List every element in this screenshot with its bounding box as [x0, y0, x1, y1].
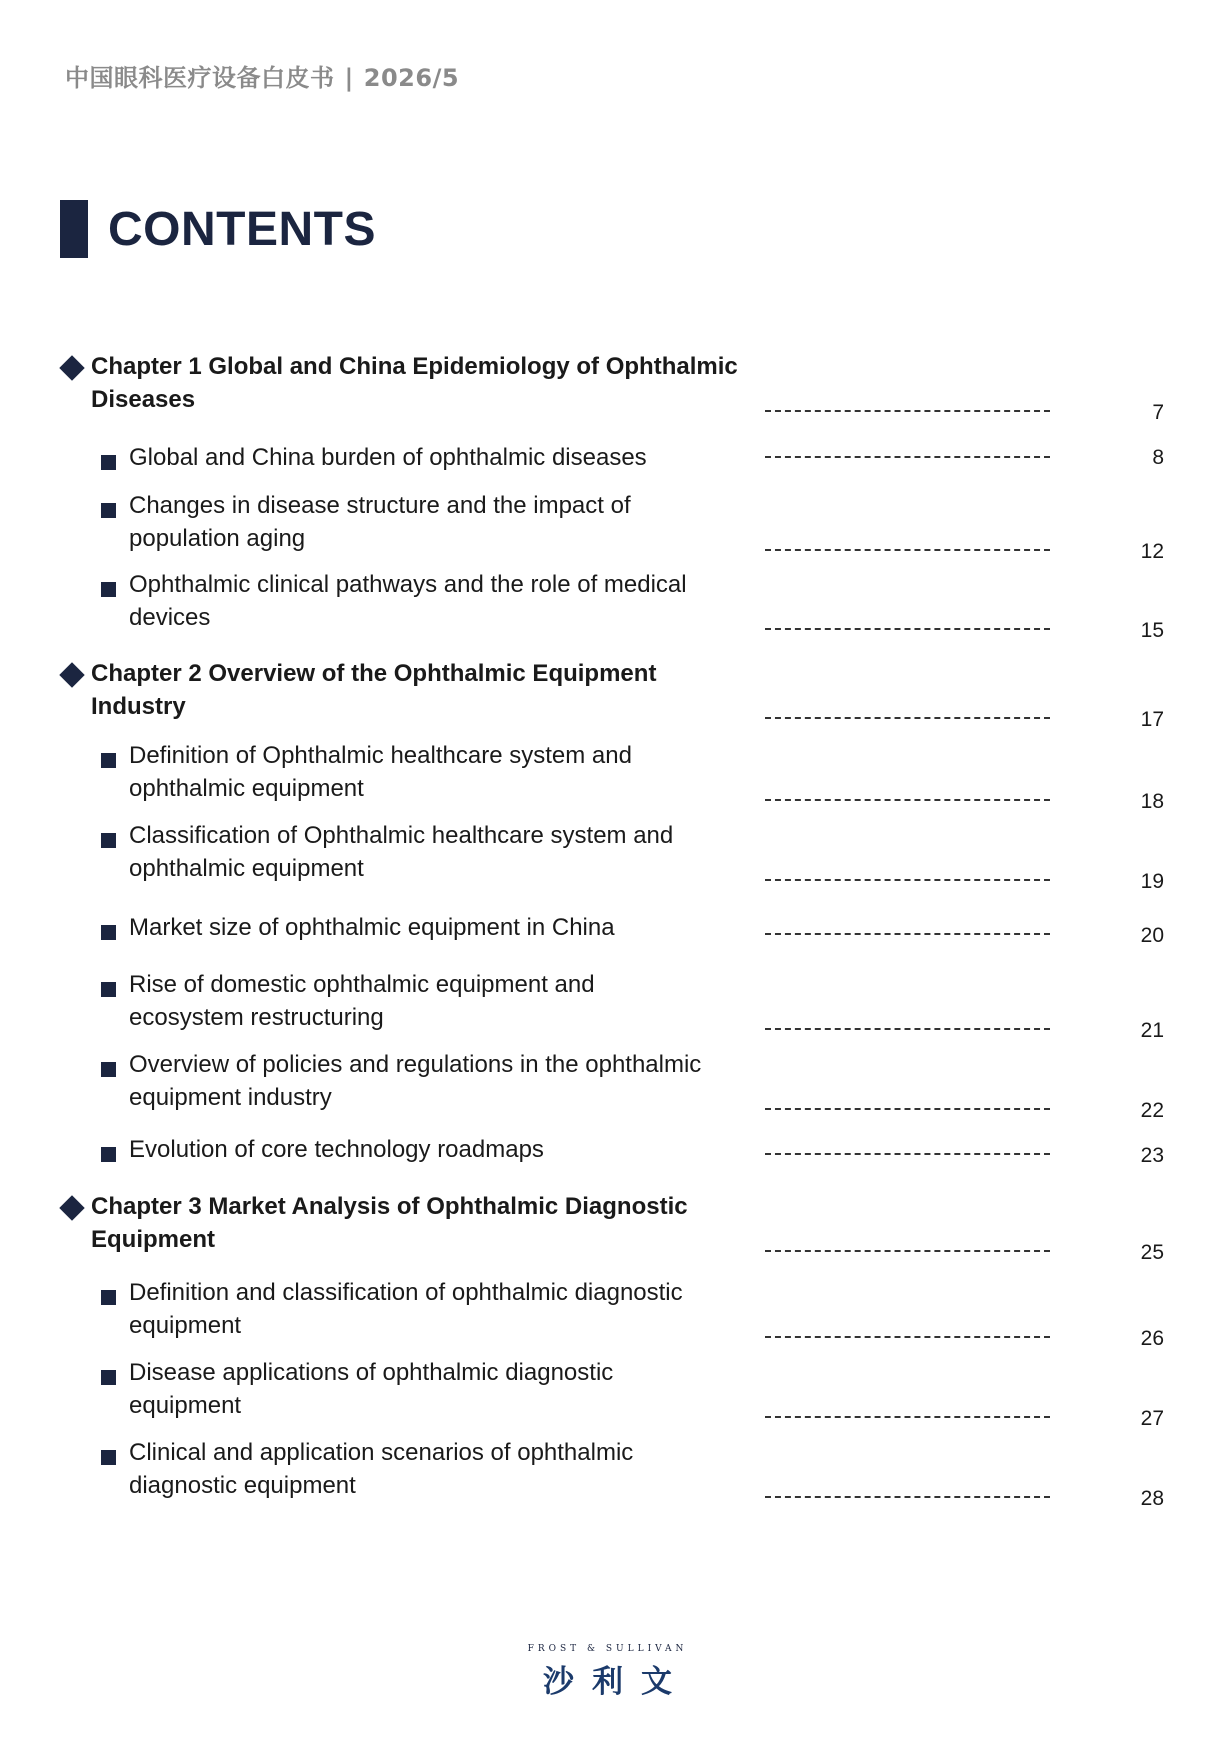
square-bullet-icon — [101, 925, 116, 940]
toc-page-number: 26 — [1140, 1327, 1164, 1350]
toc-page-number: 25 — [1140, 1241, 1164, 1264]
toc-entry-label: Definition and classification of ophthalmic diagnostic equipment — [129, 1279, 683, 1339]
logo-chinese: 沙利文 — [543, 1664, 690, 1700]
toc-entry-label: Disease applications of ophthalmic diagnostic equipment — [129, 1359, 614, 1419]
header-date: 2026/5 — [363, 64, 460, 92]
square-bullet-icon — [101, 982, 116, 997]
diamond-bullet-icon — [59, 662, 84, 687]
dotted-leader — [765, 933, 1050, 935]
toc-entry-label: Rise of domestic ophthalmic equipment and ecosystem restructuring — [129, 971, 595, 1031]
toc-entry-label: Chapter 1 Global and China Epidemiology of Ophthalmic Diseases — [91, 353, 738, 413]
dotted-leader — [765, 1496, 1050, 1498]
dotted-leader — [765, 1108, 1050, 1110]
footer-logo — [520, 1644, 695, 1701]
logo-english: FROST & SULLIVAN — [527, 1644, 688, 1654]
dotted-leader — [765, 1416, 1050, 1418]
square-bullet-icon — [101, 455, 116, 470]
square-bullet-icon — [101, 753, 116, 768]
toc-page-number: 18 — [1140, 790, 1164, 813]
header-separator: | — [344, 64, 354, 92]
toc-page-number: 28 — [1140, 1487, 1164, 1510]
heading-accent-bar — [60, 200, 88, 258]
toc-entry-label: Market size of ophthalmic equipment in China — [129, 914, 615, 941]
toc-page-number: 8 — [1152, 446, 1164, 469]
toc-entry-label: Definition of Ophthalmic healthcare system and ophthalmic equipment — [129, 742, 632, 802]
contents-title: CONTENTS — [108, 202, 376, 256]
toc-entry-label: Global and China burden of ophthalmic diseases — [129, 444, 647, 471]
toc-entry-label: Overview of policies and regulations in the ophthalmic equipment industry — [129, 1051, 702, 1111]
diamond-bullet-icon — [59, 355, 84, 380]
toc-page-number: 27 — [1140, 1407, 1164, 1430]
toc-entry-label: Ophthalmic clinical pathways and the role of medical devices — [129, 571, 687, 631]
toc-page-number: 23 — [1140, 1144, 1164, 1167]
square-bullet-icon — [101, 1062, 116, 1077]
square-bullet-icon — [101, 1290, 116, 1305]
toc-page-number: 17 — [1140, 708, 1164, 731]
dotted-leader — [765, 1028, 1050, 1030]
dotted-leader — [765, 1250, 1050, 1252]
square-bullet-icon — [101, 1450, 116, 1465]
square-bullet-icon — [101, 1147, 116, 1162]
header-title: 中国眼科医疗设备白皮书 — [65, 64, 335, 92]
toc-page-number: 21 — [1140, 1019, 1164, 1042]
toc-page-number: 7 — [1152, 401, 1164, 424]
toc-page-number: 22 — [1140, 1099, 1164, 1122]
toc-page-number: 20 — [1140, 924, 1164, 947]
dotted-leader — [765, 456, 1050, 458]
dotted-leader — [765, 628, 1050, 630]
dotted-leader — [765, 549, 1050, 551]
square-bullet-icon — [101, 582, 116, 597]
square-bullet-icon — [101, 1370, 116, 1385]
dotted-leader — [765, 879, 1050, 881]
toc-page-number: 19 — [1140, 870, 1164, 893]
toc-entry-label: Chapter 2 Overview of the Ophthalmic Equipment Industry — [91, 660, 657, 720]
dotted-leader — [765, 410, 1050, 412]
toc-entry-label: Chapter 3 Market Analysis of Ophthalmic Diagnostic Equipment — [91, 1193, 688, 1253]
contents-heading — [60, 200, 376, 258]
square-bullet-icon — [101, 833, 116, 848]
toc-entry-label: Clinical and application scenarios of ophthalmic diagnostic equipment — [129, 1439, 634, 1499]
dotted-leader — [765, 1153, 1050, 1155]
dotted-leader — [765, 1336, 1050, 1338]
toc-page-number: 12 — [1140, 540, 1164, 563]
dotted-leader — [765, 717, 1050, 719]
diamond-bullet-icon — [59, 1195, 84, 1220]
toc-entry-label: Evolution of core technology roadmaps — [129, 1136, 544, 1163]
toc-entry-label: Changes in disease structure and the impact of population aging — [129, 492, 631, 552]
toc-entry-label: Classification of Ophthalmic healthcare system and ophthalmic equipment — [129, 822, 674, 882]
dotted-leader — [765, 799, 1050, 801]
page-header — [65, 58, 459, 93]
toc-page-number: 15 — [1140, 619, 1164, 642]
square-bullet-icon — [101, 503, 116, 518]
